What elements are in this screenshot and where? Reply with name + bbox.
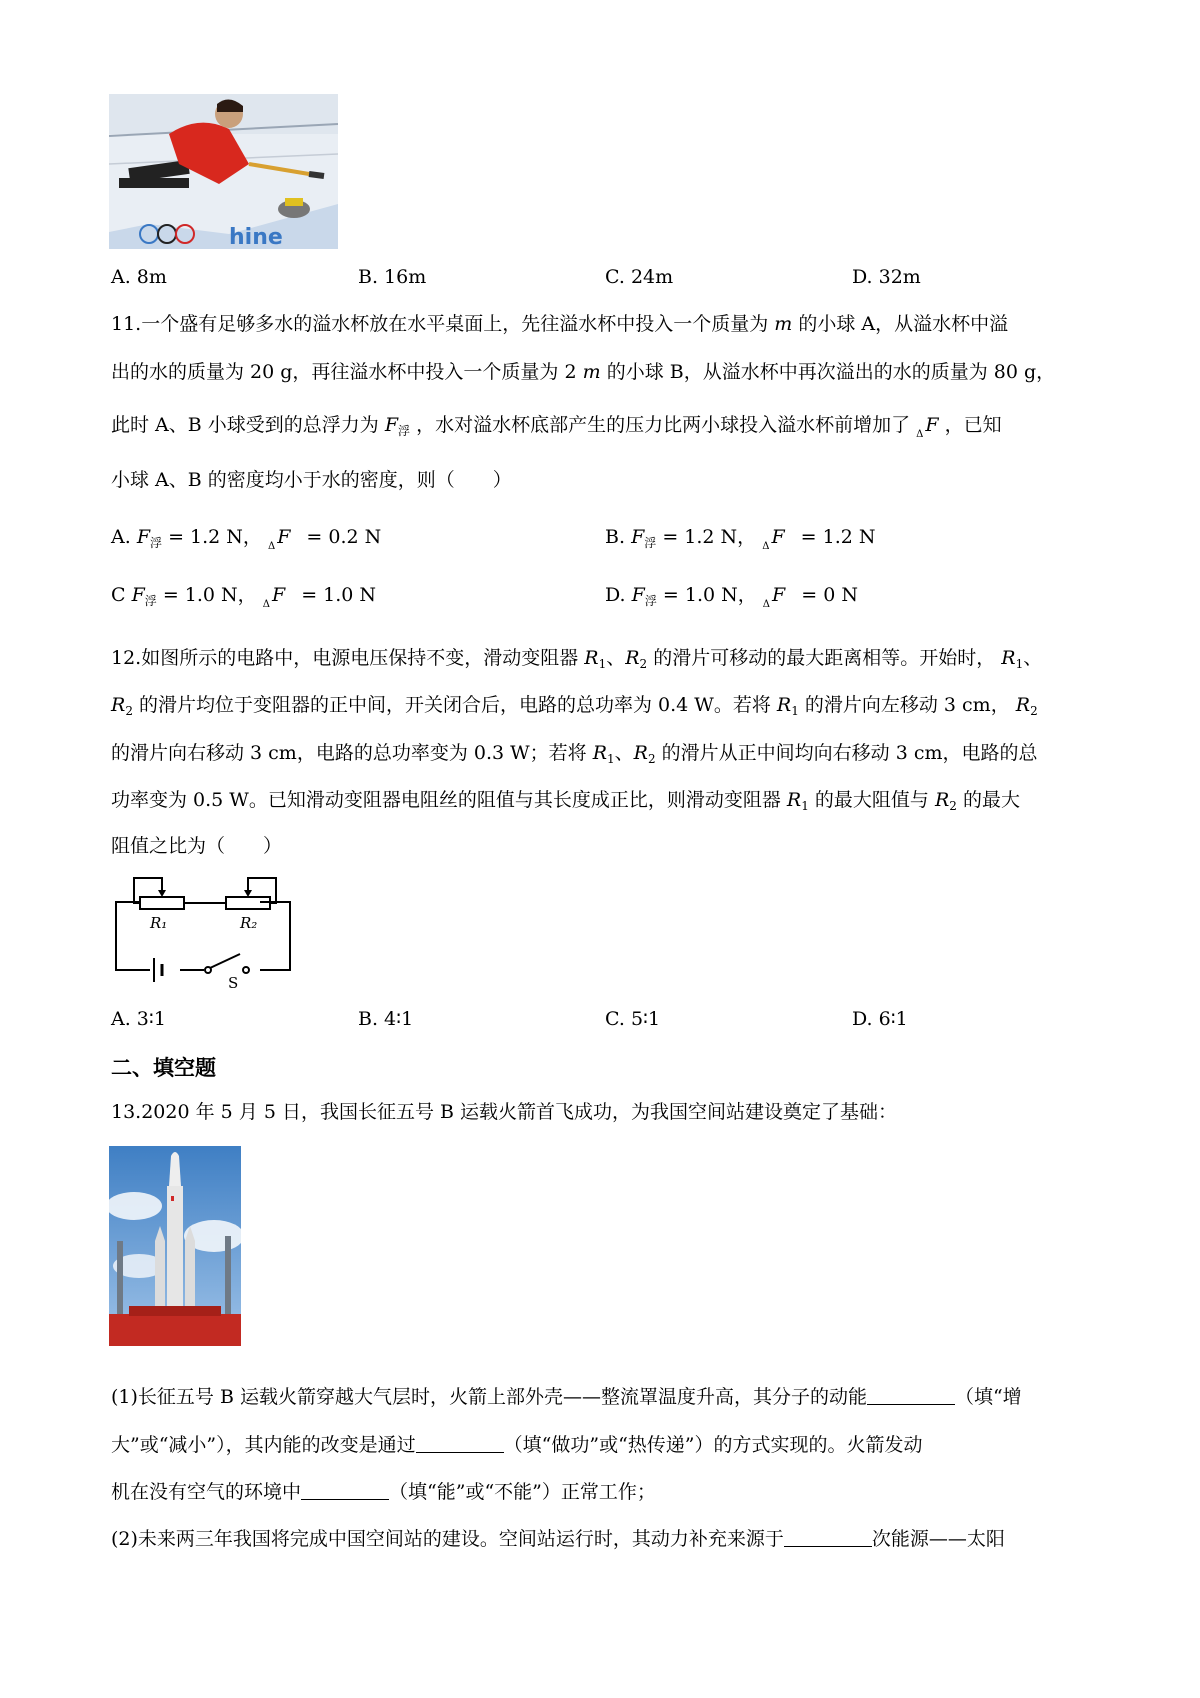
q11-option-b-sub: 浮 xyxy=(644,536,657,550)
q12-text-4: 功率变为 0.5 W。已知滑动变阻器电阻丝的阻值与其长度成正比，则滑动变阻器 xyxy=(111,789,781,811)
q12-r2: R xyxy=(625,647,640,669)
q12-r2-e-sub: 2 xyxy=(1030,704,1038,718)
q11-line2 xyxy=(111,360,1055,384)
q13-part2-line1 xyxy=(111,1527,1005,1551)
q11-mass-2m: m xyxy=(582,361,601,383)
q12-r1-b: R xyxy=(1001,647,1016,669)
circuit-switch-label: S xyxy=(228,974,239,992)
q11-option-d-f-value: = 1.0 N， xyxy=(662,584,757,606)
q12-line3 xyxy=(111,741,1038,771)
q13-intro: 13.2020 年 5 月 5 日，我国长征五号 B 运载火箭首飞成功，为我国空间站建设奠定了基础： xyxy=(111,1101,897,1123)
q11-option-a xyxy=(111,525,381,559)
q12-option-c: C. 5∶1 xyxy=(605,1008,661,1030)
q11-text-3c: ，已知 xyxy=(944,414,1002,436)
q12-r1-b-sub: 1 xyxy=(1015,657,1024,671)
q11-option-d-delta: Δ xyxy=(762,599,771,610)
q12-r1-g: R xyxy=(786,789,802,811)
q11-option-c-label: C xyxy=(111,584,126,606)
q12-sep-1: 、 xyxy=(606,647,626,669)
q11-text-2a: 出的水的质量为 20 g，再往溢水杯中投入一个质量为 2 xyxy=(111,361,577,383)
q11-option-b-f-value: = 1.2 N， xyxy=(662,526,757,548)
q11-option-d-df: F xyxy=(772,584,786,606)
q10-option-d: D. 32m xyxy=(852,266,921,288)
q13-part1-line2 xyxy=(111,1433,923,1457)
q10-option-a: A. 8m xyxy=(111,266,167,288)
q12-r1-g-sub: 1 xyxy=(801,799,809,813)
q11-option-c-f: F xyxy=(131,584,145,606)
q11-option-a-label: A. xyxy=(111,526,131,548)
q11-option-b-df: F xyxy=(771,526,785,548)
q12-option-a: A. 3∶1 xyxy=(111,1008,166,1030)
q12-sep-3: 、 xyxy=(614,742,634,764)
q10-option-c: C. 24m xyxy=(605,266,674,288)
q11-option-a-delta: Δ xyxy=(267,541,276,552)
q11-option-d-label: D. xyxy=(605,584,626,606)
answer-blank-4[interactable] xyxy=(784,1528,872,1547)
q11-text-1: 11.一个盛有足够多水的溢水杯放在水平桌面上，先往溢水杯中投入一个质量为 xyxy=(111,313,769,335)
q12-r1-sub: 1 xyxy=(598,657,607,671)
q13-part1-text-a: (1)长征五号 B 运载火箭穿越大气层时，火箭上部外壳——整流罩温度升高，其分子的动能 xyxy=(111,1386,867,1408)
q11-text-1b: 的小球 A，从溢水杯中溢 xyxy=(798,313,1009,335)
q11-option-c-f-value: = 1.0 N， xyxy=(162,584,257,606)
q11-option-a-f-value: = 1.2 N， xyxy=(168,526,262,548)
q11-option-b xyxy=(605,525,876,559)
curling-photo xyxy=(109,94,338,249)
q13-part1-line3 xyxy=(111,1480,656,1504)
q13-part1-text-d: （填“做功”或“热传递”）的方式实现的。火箭发动 xyxy=(503,1434,923,1456)
q12-text-4c: 的最大 xyxy=(962,789,1020,811)
q11-mass-m: m xyxy=(774,313,793,335)
q12-text-4b: 的最大阻值与 xyxy=(814,789,929,811)
q11-option-a-df-value: = 0.2 N xyxy=(306,526,382,548)
q11-line1 xyxy=(111,312,1008,336)
q11-option-d-sub: 浮 xyxy=(644,594,657,608)
q11-option-b-label: B. xyxy=(605,526,626,548)
q12-r2-e: R xyxy=(1015,694,1031,716)
q11-option-c-df-value: = 1.0 N xyxy=(301,584,377,606)
q11-option-a-sub: 浮 xyxy=(150,536,163,550)
q12-r2-g-sub: 2 xyxy=(949,799,957,813)
q12-text-3b: 的滑片从正中间均向右移动 3 cm，电路的总 xyxy=(661,742,1038,764)
circuit-diagram xyxy=(110,872,296,992)
q11-option-c-df: F xyxy=(271,584,286,606)
q13-part1-text-e: 机在没有空气的环境中 xyxy=(111,1481,302,1503)
q11-option-c xyxy=(111,583,376,617)
circuit-r1-label: R₁ xyxy=(150,914,168,932)
q11-option-c-sub: 浮 xyxy=(144,594,157,608)
q12-r2-c: R xyxy=(111,694,126,716)
q11-line3 xyxy=(111,413,1002,447)
q12-r1-d: R xyxy=(776,694,792,716)
q13-part2-text-a: (2)未来两三年我国将完成中国空间站的建设。空间站运行时，其动力补充来源于 xyxy=(111,1528,784,1550)
q13-part1-line1 xyxy=(111,1385,1022,1409)
q13-part2-text-b: 次能源——太阳 xyxy=(871,1528,1005,1550)
q12-text-1b: 的滑片可移动的最大距离相等。开始时， xyxy=(653,647,996,669)
q11-text-3a: 此时 A、B 小球受到的总浮力为 xyxy=(111,414,379,436)
q12-r1: R xyxy=(584,647,599,669)
rocket-photo xyxy=(109,1146,241,1346)
q11-delta-f: F xyxy=(925,414,939,436)
q12-r2-g: R xyxy=(934,789,950,811)
q11-delta-symbol: Δ xyxy=(916,429,924,440)
section-heading: 二、填空题 xyxy=(111,1056,216,1080)
q11-option-d-f: F xyxy=(631,584,645,606)
q12-r2-f-sub: 2 xyxy=(647,752,656,766)
q11-option-b-f: F xyxy=(631,526,645,548)
q11-option-a-f: F xyxy=(136,526,150,548)
q12-text-2b: 的滑片向左移动 3 cm， xyxy=(804,694,1010,716)
q12-line1 xyxy=(111,646,1042,676)
circuit-r2-label: R₂ xyxy=(240,914,258,932)
q12-line5: 阻值之比为（ ） xyxy=(111,835,283,857)
q11-option-c-delta: Δ xyxy=(262,599,270,610)
q11-buoyant-sub: 浮 xyxy=(398,424,411,438)
q11-option-b-df-value: = 1.2 N xyxy=(800,526,876,548)
q12-r2-f: R xyxy=(633,742,648,764)
q11-text-3b: ，水对溢水杯底部产生的压力比两小球投入溢水杯前增加了 xyxy=(416,414,911,436)
q11-option-d-df-value: = 0 N xyxy=(801,584,858,606)
answer-blank-3[interactable] xyxy=(301,1481,389,1500)
q13-part1-text-b: （填“增 xyxy=(954,1386,1022,1408)
q13-part1-text-f: （填“能”或“不能”）正常工作； xyxy=(389,1481,656,1503)
q12-text-1a: 12.如图所示的电路中，电源电压保持不变，滑动变阻器 xyxy=(111,647,579,669)
q11-force-f: F xyxy=(384,414,398,436)
q12-text-3: 的滑片向右移动 3 cm，电路的总功率变为 0.3 W；若将 xyxy=(111,742,587,764)
svg-text:hine: hine xyxy=(229,225,283,249)
q12-text-2: 的滑片均位于变阻器的正中间，开关闭合后，电路的总功率为 0.4 W。若将 xyxy=(139,694,771,716)
q11-option-b-delta: Δ xyxy=(762,541,770,552)
q12-r2-c-sub: 2 xyxy=(125,704,133,718)
q13-part1-text-c: 大”或“减小”），其内能的改变是通过 xyxy=(111,1434,416,1456)
q12-line2 xyxy=(111,693,1038,723)
q12-option-d: D. 6∶1 xyxy=(852,1008,908,1030)
q11-text-2b: 的小球 B，从溢水杯中再次溢出的水的质量为 80 g， xyxy=(606,361,1056,383)
answer-blank-1[interactable] xyxy=(867,1386,955,1405)
q12-r1-f-sub: 1 xyxy=(607,752,615,766)
q12-line4 xyxy=(111,788,1020,818)
q12-r1-d-sub: 1 xyxy=(791,704,799,718)
q12-option-b: B. 4∶1 xyxy=(358,1008,414,1030)
answer-blank-2[interactable] xyxy=(416,1434,504,1453)
q12-r1-f: R xyxy=(592,742,608,764)
q11-option-d xyxy=(605,583,858,617)
q10-option-b: B. 16m xyxy=(358,266,427,288)
q12-sep-2: 、 xyxy=(1023,647,1043,669)
q12-r2-sub: 2 xyxy=(639,657,648,671)
q11-line4: 小球 A、B 的密度均小于水的密度，则（ ） xyxy=(111,469,512,491)
q11-option-a-df: F xyxy=(277,526,291,548)
